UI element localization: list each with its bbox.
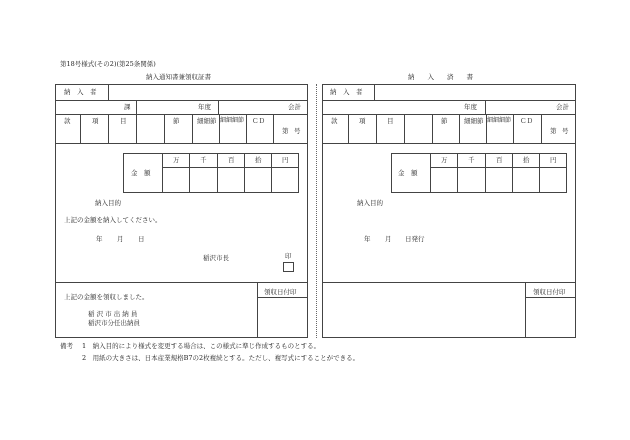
divider bbox=[525, 297, 576, 298]
cd-label: ＣＤ bbox=[252, 117, 265, 125]
divider bbox=[55, 143, 308, 144]
divider bbox=[322, 114, 576, 115]
mayor-name: 稲沢市長 bbox=[203, 254, 229, 262]
moku-label: 目 bbox=[120, 117, 127, 125]
unit-sen: 千 bbox=[468, 156, 475, 164]
unit-juu: 拾 bbox=[255, 156, 262, 164]
divider bbox=[257, 297, 308, 298]
divider bbox=[244, 153, 245, 193]
unit-en: 円 bbox=[282, 156, 289, 164]
receipt-text: 上記の金額を領収しました。 bbox=[64, 293, 149, 301]
right-title: 納 入 済 書 bbox=[408, 73, 473, 81]
divider bbox=[55, 282, 308, 283]
setsu-label: 節 bbox=[441, 117, 448, 125]
saimoku-label: 細細節 bbox=[197, 117, 217, 125]
dai-label: 第 bbox=[282, 127, 289, 135]
gou-label: 号 bbox=[562, 127, 569, 135]
divider bbox=[55, 114, 308, 115]
unit-man: 万 bbox=[173, 156, 180, 164]
kan-label: 款 bbox=[331, 117, 338, 125]
divider bbox=[432, 114, 433, 143]
seal-square bbox=[283, 262, 294, 272]
receipt-name-1: 稲 沢 市 出 納 員 bbox=[88, 310, 138, 318]
divider bbox=[162, 153, 163, 193]
divider bbox=[271, 153, 272, 193]
unit-hyaku: 百 bbox=[496, 156, 503, 164]
ka-label: 課 bbox=[124, 103, 131, 111]
divider bbox=[512, 153, 513, 193]
divider bbox=[189, 153, 190, 193]
divider bbox=[162, 167, 299, 168]
unit-sen: 千 bbox=[200, 156, 207, 164]
divider bbox=[404, 114, 405, 143]
divider bbox=[459, 114, 460, 143]
payer-label: 納 入 者 bbox=[64, 88, 97, 96]
kaikei-label: 会計 bbox=[556, 103, 569, 111]
unit-man: 万 bbox=[441, 156, 448, 164]
divider bbox=[273, 114, 274, 143]
divider bbox=[164, 114, 165, 143]
note-1: 1 納入目的により様式を変更する場合は、この様式に準じ作成するものとする。 bbox=[82, 342, 321, 350]
kou-label: 項 bbox=[92, 117, 99, 125]
unit-hyaku: 百 bbox=[228, 156, 235, 164]
stamp-label: 領収日付印 bbox=[264, 288, 297, 296]
divider bbox=[525, 282, 526, 338]
instruction-text: 上記の金額を納入してください。 bbox=[64, 216, 162, 224]
divider bbox=[246, 114, 247, 143]
seal-label: 印 bbox=[285, 252, 292, 260]
divider bbox=[485, 153, 486, 193]
divider bbox=[80, 114, 81, 143]
date-year: 年 bbox=[364, 235, 371, 243]
saisaimoku-label: 細細細節 bbox=[487, 117, 512, 124]
divider bbox=[322, 100, 576, 101]
dai-label: 第 bbox=[550, 127, 557, 135]
divider bbox=[136, 100, 137, 114]
form-number: 第18号様式(その2)(第25条関係) bbox=[60, 60, 156, 68]
divider bbox=[108, 114, 109, 143]
date-month: 月 bbox=[385, 235, 392, 243]
divider bbox=[218, 100, 219, 114]
saisaimoku-label: 細細細節 bbox=[220, 117, 245, 124]
divider bbox=[348, 114, 349, 143]
divider bbox=[430, 153, 431, 193]
unit-en: 円 bbox=[550, 156, 557, 164]
divider bbox=[55, 100, 308, 101]
divider bbox=[513, 114, 514, 143]
nendo-label: 年度 bbox=[464, 103, 477, 111]
moku-label: 目 bbox=[387, 117, 394, 125]
left-title: 納入通知書兼領収証書 bbox=[146, 73, 211, 81]
divider bbox=[539, 153, 540, 193]
date-month: 月 bbox=[117, 235, 124, 243]
cd-label: ＣＤ bbox=[520, 117, 533, 125]
divider bbox=[322, 143, 576, 144]
purpose-label: 納入目的 bbox=[357, 199, 383, 207]
divider bbox=[192, 114, 193, 143]
stamp-label: 領収日付印 bbox=[533, 288, 566, 296]
amount-label: 金 額 bbox=[131, 169, 151, 177]
kaikei-label: 会計 bbox=[288, 103, 301, 111]
date-year: 年 bbox=[96, 235, 103, 243]
date-issued: 日発行 bbox=[405, 235, 425, 243]
notes-label: 備考 bbox=[60, 342, 73, 350]
divider bbox=[257, 282, 258, 338]
divider bbox=[541, 114, 542, 143]
kou-label: 項 bbox=[359, 117, 366, 125]
unit-juu: 拾 bbox=[523, 156, 530, 164]
kan-label: 款 bbox=[64, 117, 71, 125]
amount-label: 金 額 bbox=[398, 169, 418, 177]
payer-label: 納 入 者 bbox=[330, 88, 363, 96]
divider bbox=[430, 167, 567, 168]
purpose-label: 納入目的 bbox=[95, 199, 121, 207]
saimoku-label: 細細節 bbox=[464, 117, 484, 125]
divider bbox=[322, 282, 576, 283]
note-2: 2 用紙の大きさは、日本産業規格B7の2枚複続とする。ただし、複写式にすることができる。 bbox=[82, 354, 360, 362]
perforation-line bbox=[316, 84, 317, 338]
divider bbox=[136, 114, 137, 143]
divider bbox=[376, 114, 377, 143]
setsu-label: 節 bbox=[173, 117, 180, 125]
divider bbox=[108, 84, 109, 100]
receipt-name-2: 稲沢市分任出納員 bbox=[88, 319, 140, 327]
gou-label: 号 bbox=[294, 127, 301, 135]
divider bbox=[457, 153, 458, 193]
divider bbox=[485, 100, 486, 114]
nendo-label: 年度 bbox=[198, 103, 211, 111]
divider bbox=[374, 84, 375, 100]
divider bbox=[217, 153, 218, 193]
date-day: 日 bbox=[138, 235, 145, 243]
